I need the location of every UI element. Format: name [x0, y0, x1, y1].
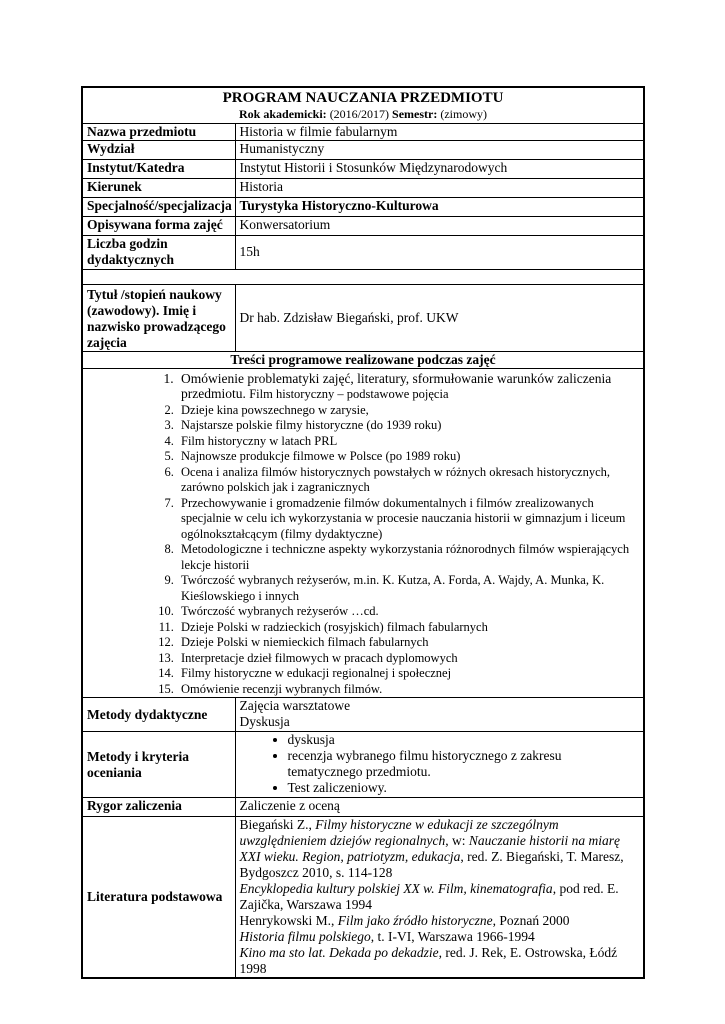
value-prowadzacy: Dr hab. Zdzisław Biegański, prof. UKW: [235, 284, 644, 351]
label-kierunek: Kierunek: [82, 178, 235, 197]
label-literatura: Literatura podstawowa: [82, 817, 235, 979]
topic-item: 15. Omówienie recenzji wybranych filmów.: [177, 682, 639, 698]
literature-entry: [240, 881, 640, 913]
semester-value: (zimowy): [440, 107, 487, 121]
empty-spacer-cell: [82, 269, 644, 284]
topic-item: 9. Twórczość wybranych reżyserów, m.in. K. Kutza, A. Forda, A. Wajdy, A. Munka, K. Kieślowskiego i innych: [177, 573, 639, 604]
row-rygor: [82, 798, 644, 817]
value-metody-dydaktyczne: [235, 698, 644, 732]
lit-text: , t. I-VI, Warszawa 1966-1994: [370, 929, 535, 944]
year-value: (2016/2017): [329, 107, 390, 121]
row-godziny: [82, 235, 644, 269]
label-metody-dydaktyczne: Metody dydaktyczne: [82, 698, 235, 732]
lit-title: Historia filmu polskiego: [239, 929, 371, 944]
content-header: Treści programowe realizowane podczas zajęć: [82, 351, 644, 368]
topic-item: 4. Film historyczny w latach PRL: [177, 434, 639, 450]
topic-item: [177, 371, 639, 403]
label-wydzial: Wydział: [82, 140, 235, 159]
value-forma: Konwersatorium: [235, 216, 644, 235]
topic-first-main: Omówienie problematyki zajęć, literatury, sformułowanie warunków zaliczenia przedmiotu.: [181, 370, 612, 401]
value-literatura: [235, 817, 644, 979]
assessment-item: • dyskusja: [288, 732, 640, 748]
value-rygor: Zaliczenie z oceną: [235, 798, 644, 817]
label-forma: Opisywana forma zajęć: [82, 216, 235, 235]
value-metody-oceniania: [235, 732, 644, 798]
label-specjalnosc: Specjalność/specjalizacja: [82, 197, 235, 216]
topic-item: 5. Najnowsze produkcje filmowe w Polsce (po 1989 roku): [177, 449, 639, 465]
row-prowadzacy: [82, 284, 644, 351]
label-instytut: Instytut/Katedra: [82, 159, 235, 178]
row-forma: [82, 216, 644, 235]
row-instytut: [82, 159, 644, 178]
topic-first-small: Film historyczny – podstawowe pojęcia: [249, 387, 449, 401]
assessment-item: • Test zaliczeniowy.: [288, 780, 640, 796]
topic-item: 7. Przechowywanie i gromadzenie filmów dokumentalnych i filmów zrealizowanych specjalnie w celu ich wykorzystania w procesie nauczania historii w gimnazjum i liceum ogólnokształcącym (filmy dydaktyczne): [177, 496, 639, 543]
label-metody-oceniania: Metody i kryteria oceniania: [82, 732, 235, 798]
row-metody-dydaktyczne: [82, 698, 644, 732]
header-row: [82, 87, 644, 123]
lit-text: , Poznań 2000: [492, 913, 570, 928]
topic-item: 6. Ocena i analiza filmów historycznych powstałych w różnych okresach historycznych, zarówno polskich jak i zagranicznych: [177, 465, 639, 496]
lit-title: Kino ma sto lat. Dekada po dekadzie: [239, 945, 439, 960]
lit-author: Henrykowski M.,: [239, 913, 338, 928]
year-label: Rok akademicki:: [239, 107, 327, 121]
topic-item: 2. Dzieje kina powszechnego w zarysie,: [177, 403, 639, 419]
row-nazwa: [82, 123, 644, 140]
label-prowadzacy: Tytuł /stopień naukowy (zawodowy). Imię i nazwisko prowadzącego zajęcia: [82, 284, 235, 351]
row-wydzial: [82, 140, 644, 159]
topic-item: 13. Interpretacje dzieł filmowych w pracach dyplomowych: [177, 651, 639, 667]
label-nazwa: Nazwa przedmiotu: [82, 123, 235, 140]
value-wydzial: Humanistyczny: [235, 140, 644, 159]
lit-title: Encyklopedia kultury polskiej XX w. Film, kinematografia: [239, 881, 553, 896]
topics-list: [87, 371, 639, 698]
literature-entry: [240, 913, 640, 929]
lit-text: , red. Z. Biegański, T. Maresz, Bydgoszcz 2010, s. 114-128: [239, 849, 624, 880]
topic-item: 3. Najstarsze polskie filmy historyczne (do 1939 roku): [177, 418, 639, 434]
program-table: [81, 86, 645, 979]
value-specjalnosc: Turystyka Historyczno-Kulturowa: [235, 197, 644, 216]
label-godziny: Liczba godzin dydaktycznych: [82, 235, 235, 269]
topics-cell: [82, 368, 644, 698]
lit-author: Biegański Z.,: [239, 817, 316, 832]
assessment-item: • recenzja wybranego filmu historycznego z zakresu tematycznego przedmiotu.: [288, 748, 640, 780]
topic-item: 11. Dzieje Polski w radzieckich (rosyjskich) filmach fabularnych: [177, 620, 639, 636]
lit-title: Film jako źródło historyczne: [337, 913, 493, 928]
literature-entry: [240, 929, 640, 945]
value-godziny: 15h: [235, 235, 644, 269]
topic-item: 14. Filmy historyczne w edukacji regionalnej i społecznej: [177, 666, 639, 682]
row-specjalnosc: [82, 197, 644, 216]
lit-title: Filmy historyczne w edukacji ze szczególnym uwzględnieniem dziejów regionalnych: [239, 817, 559, 848]
lit-text: , pod red. E. Zajička, Warszawa 1994: [239, 881, 619, 912]
method-workshop: Zajęcia warsztatowe: [239, 698, 351, 713]
literature-entry: [240, 817, 640, 881]
topic-item: 12. Dzieje Polski w niemieckich filmach fabularnych: [177, 635, 639, 651]
lit-text: , red. J. Rek, E. Ostrowska, Łódź 1998: [239, 945, 618, 976]
row-content-header: [82, 351, 644, 368]
value-kierunek: Historia: [235, 178, 644, 197]
row-topics: [82, 368, 644, 698]
label-rygor: Rygor zaliczenia: [82, 798, 235, 817]
topic-item: 10. Twórczość wybranych reżyserów …cd.: [177, 604, 639, 620]
method-discussion: Dyskusja: [239, 714, 290, 729]
row-kierunek: [82, 178, 644, 197]
literature-entry: [240, 945, 640, 977]
header-cell: [82, 87, 644, 123]
row-empty-spacer: [82, 269, 644, 284]
assessment-list: [240, 732, 640, 796]
semester-label: Semestr:: [392, 107, 438, 121]
topic-item: 8. Metodologiczne i techniczne aspekty wykorzystania różnorodnych filmów wspierających lekcje historii: [177, 542, 639, 573]
row-literatura: [82, 817, 644, 979]
value-nazwa: Historia w filmie fabularnym: [235, 123, 644, 140]
lit-title: Nauczanie historii na miarę XXI wieku. Region, patriotyzm, edukacja: [239, 833, 620, 864]
row-metody-oceniania: [82, 732, 644, 798]
value-instytut: Instytut Historii i Stosunków Międzynarodowych: [235, 159, 644, 178]
lit-text: , w:: [445, 833, 469, 848]
document-title: PROGRAM NAUCZANIA PRZEDMIOTU: [222, 90, 504, 106]
academic-year-line: [87, 107, 639, 121]
